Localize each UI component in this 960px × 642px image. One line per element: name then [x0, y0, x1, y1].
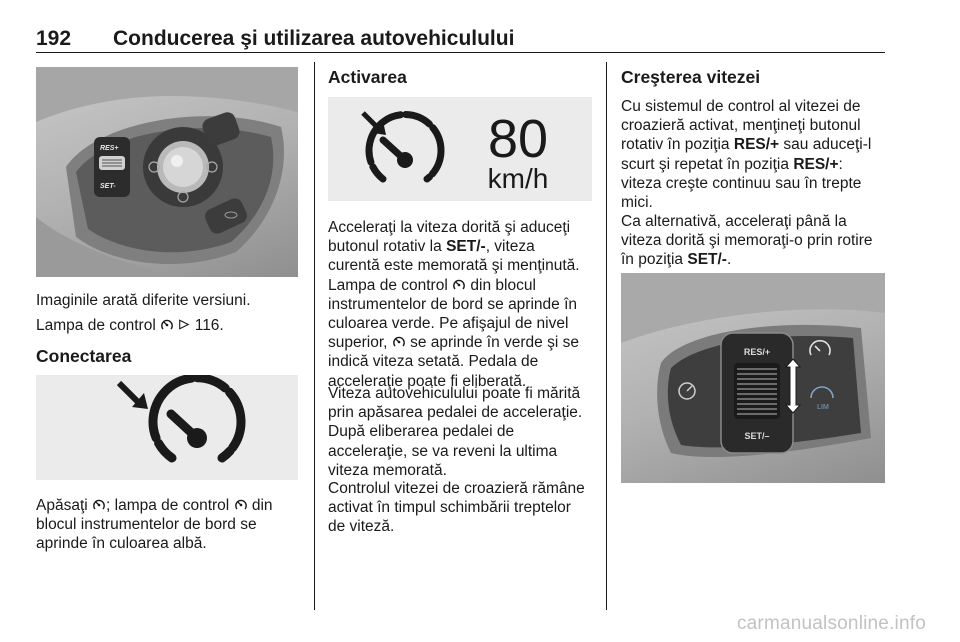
cruise-control-icon — [160, 318, 174, 331]
res-label: RES/+ — [743, 347, 771, 357]
heading-cresterea-vitezei: Creşterea vitezei — [621, 67, 761, 87]
text: acceleraţie, se va reveni la ultima — [328, 442, 558, 460]
text: rotativ în poziţia — [621, 136, 730, 154]
text: butonul rotativ la — [328, 238, 442, 256]
text: viteza creşte continuu sau în trepte — [621, 174, 862, 192]
res-label: RES+ — [100, 145, 119, 152]
text: curentă este memorată şi menţinută. — [328, 257, 580, 275]
page-title: Conducerea şi utilizarea autovehiculului — [113, 27, 515, 50]
cruise-control-icon — [92, 498, 106, 511]
text: Lampa de control — [328, 276, 448, 294]
text: prin apăsarea pedalei de acceleraţie. — [328, 404, 583, 422]
text: : — [838, 155, 843, 173]
text: instrumentelor de bord se aprinde în — [328, 295, 578, 313]
speed-unit: km/h — [487, 163, 549, 194]
column-divider — [314, 62, 315, 610]
text: culoarea verde. Pe afişajul de nivel — [328, 315, 569, 333]
text: Viteza autovehiculului poate fi mărită — [328, 385, 581, 402]
text: croazieră activat, menţineţi butonul — [621, 117, 861, 135]
text: indică viteza setată. Pedala de — [328, 353, 539, 371]
text: . — [726, 251, 732, 269]
text: sau aduceţi-l — [779, 136, 872, 154]
text: Ca alternativă, acceleraţi până la — [621, 213, 847, 230]
text: Acceleraţi la viteza dorită şi aduceţi — [328, 219, 571, 236]
speed-value: 80 — [487, 109, 549, 169]
text: din blocul — [470, 276, 536, 294]
text: în poziţia — [621, 251, 684, 269]
activation-paragraph — [328, 218, 598, 391]
watermark: carmanualsonline.info — [736, 613, 926, 634]
header-rule — [36, 52, 885, 53]
connect-paragraph — [36, 496, 306, 554]
text: superior, — [328, 334, 388, 352]
alternative-paragraph — [621, 212, 891, 270]
thumbwheel-control-photo — [621, 273, 885, 483]
speed-display-figure — [328, 97, 592, 201]
heading-activarea: Activarea — [328, 67, 407, 87]
triangle-ref-icon — [178, 318, 190, 331]
lim-label: LIM — [817, 404, 829, 411]
cruise-control-symbol-figure — [36, 375, 298, 480]
res-keyword: RES/+ — [733, 136, 780, 154]
text: ; lampa de control — [106, 497, 230, 514]
res-paragraph — [621, 97, 891, 212]
steering-wheel-controls-photo — [36, 67, 298, 277]
speed-increase-paragraph — [328, 384, 598, 480]
set-label: SET/– — [744, 431, 770, 441]
lamp-ref-prefix: Lampa de control — [36, 317, 156, 334]
lamp-ref-page: 116. — [194, 317, 224, 334]
text: se aprinde în verde şi se — [410, 334, 579, 352]
set-keyword: SET/- — [687, 251, 727, 269]
cruise-control-icon — [452, 278, 466, 291]
text: activat în timpul schimbării treptelor — [328, 499, 571, 517]
heading-conectarea: Conectarea — [36, 346, 132, 366]
page-number: 192 — [36, 27, 72, 50]
text: blocul instrumentelor de bord se — [36, 516, 257, 534]
lamp-reference — [36, 316, 306, 335]
text: de viteză. — [328, 518, 395, 536]
text: Apăsaţi — [36, 497, 88, 514]
caption: Imaginile arată diferite versiuni. — [36, 292, 251, 309]
text: din — [251, 497, 273, 514]
column-divider — [606, 62, 607, 610]
set-label: SET- — [100, 183, 116, 190]
text: scurt şi repetat în poziţia — [621, 155, 789, 173]
cruise-control-icon — [234, 498, 248, 511]
gear-shift-paragraph — [328, 479, 598, 537]
set-keyword: SET/- — [446, 238, 486, 256]
cruise-control-icon — [392, 335, 406, 348]
text: mici. — [621, 194, 653, 212]
text: Controlul vitezei de croazieră rămâne — [328, 480, 585, 497]
text: Cu sistemul de control al vitezei de — [621, 98, 861, 115]
text: După eliberarea pedalei de — [328, 423, 515, 441]
text: viteza memorată. — [328, 461, 447, 479]
text: viteza dorită şi memoraţi-o prin rotire — [621, 232, 873, 250]
res-keyword: RES/+ — [793, 155, 839, 173]
text: , viteza — [485, 238, 535, 256]
text: aprinde în culoarea albă. — [36, 535, 207, 553]
text: acceleraţie poate fi eliberată. — [328, 372, 527, 390]
